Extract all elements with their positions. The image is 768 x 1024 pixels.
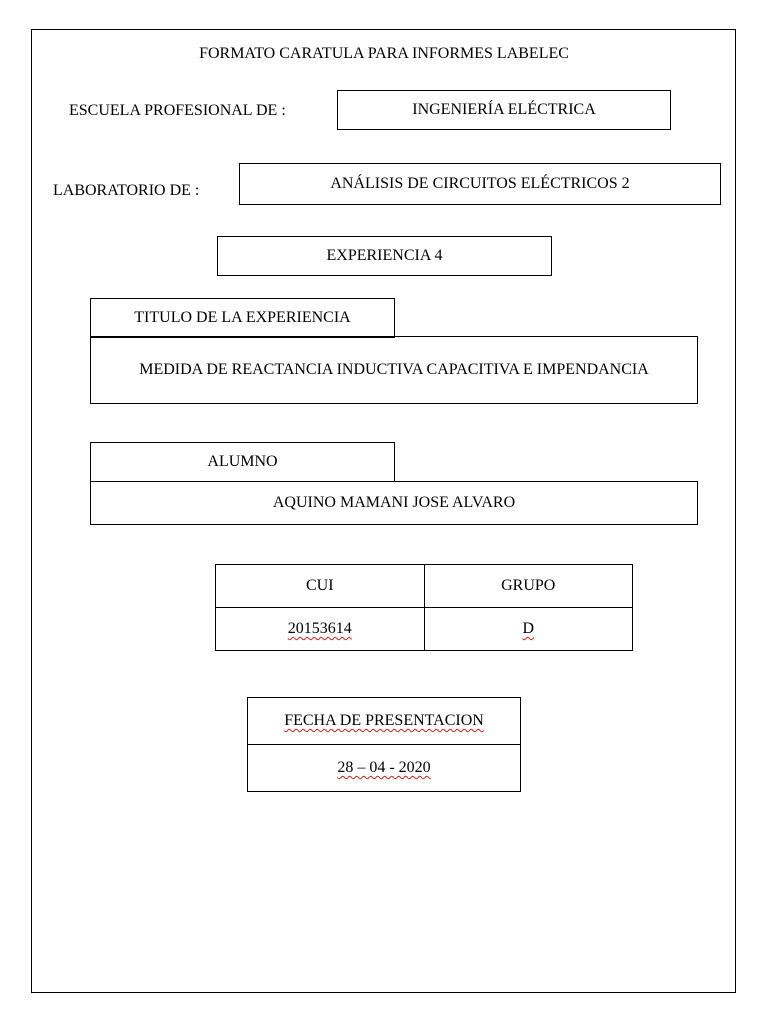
table-row <box>216 565 633 608</box>
experiencia-value: EXPERIENCIA 4 <box>326 247 443 264</box>
titulo-label-box <box>90 298 395 338</box>
fecha-label-cell <box>248 698 521 745</box>
titulo-value: MEDIDA DE REACTANCIA INDUCTIVA CAPACITIVA E IMPENDANCIA <box>139 361 649 378</box>
titulo-label: TITULO DE LA EXPERIENCIA <box>134 309 351 326</box>
alumno-value-box <box>90 481 698 525</box>
table-row <box>248 745 521 792</box>
escuela-value: INGENIERÍA ELÉCTRICA <box>412 101 596 118</box>
fecha-value-cell <box>248 745 521 792</box>
grupo-cell <box>424 608 633 651</box>
laboratorio-value: ANÁLISIS DE CIRCUITOS ELÉCTRICOS 2 <box>330 175 630 192</box>
cui-cell <box>216 608 425 651</box>
laboratorio-value-box <box>239 163 721 205</box>
laboratorio-label: LABORATORIO DE : <box>53 182 200 199</box>
grupo-header: GRUPO <box>424 565 633 608</box>
fecha-label: FECHA DE PRESENTACION <box>284 712 484 729</box>
grupo-value: D <box>522 620 535 637</box>
cui-header: CUI <box>216 565 425 608</box>
escuela-label: ESCUELA PROFESIONAL DE : <box>69 102 286 119</box>
alumno-value: AQUINO MAMANI JOSE ALVARO <box>272 494 516 511</box>
alumno-label: ALUMNO <box>207 453 278 470</box>
ids-table <box>215 564 633 651</box>
page-title: FORMATO CARATULA PARA INFORMES LABELEC <box>199 45 569 62</box>
fecha-table <box>247 697 521 792</box>
table-row <box>216 608 633 651</box>
fecha-value: 28 – 04 - 2020 <box>337 759 431 776</box>
alumno-label-box <box>90 442 395 482</box>
cui-value: 20153614 <box>287 620 352 637</box>
escuela-value-box <box>337 90 671 130</box>
table-row <box>248 698 521 745</box>
experiencia-box <box>217 236 552 276</box>
titulo-value-box <box>90 336 698 404</box>
